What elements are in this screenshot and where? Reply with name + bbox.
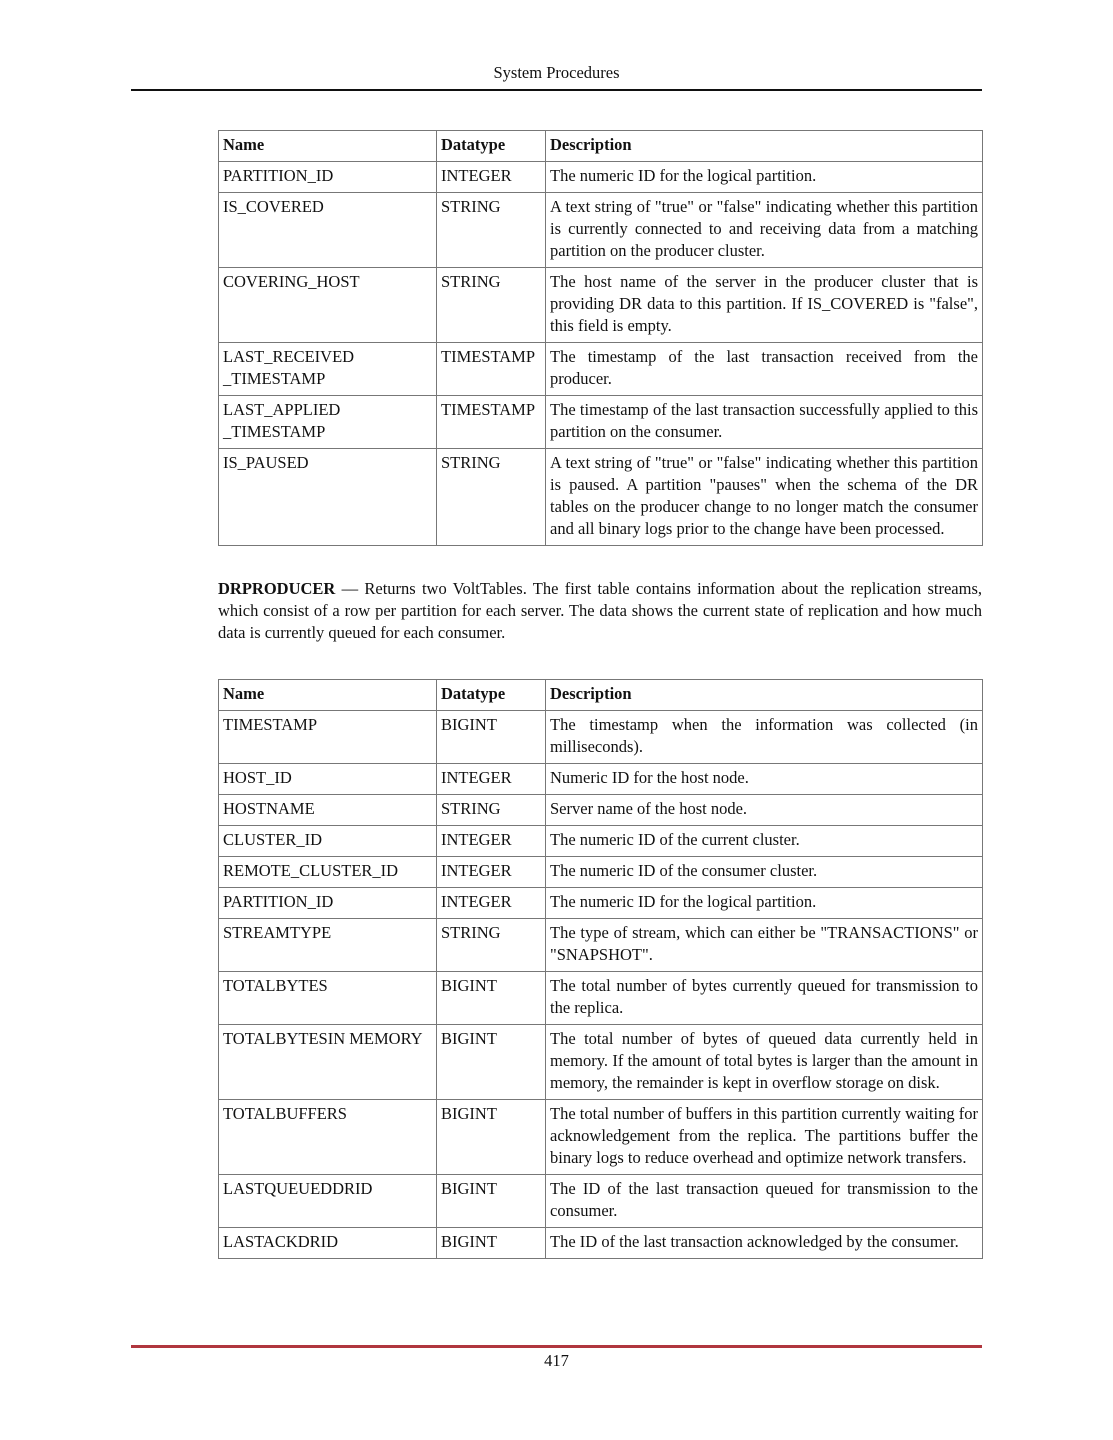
cell-datatype: TIMESTAMP: [437, 343, 546, 396]
cell-name: TOTALBUFFERS: [219, 1100, 437, 1175]
cell-name: IS_PAUSED: [219, 449, 437, 546]
cell-datatype: BIGINT: [437, 1100, 546, 1175]
column-header-description: Description: [546, 131, 983, 162]
cell-description: The numeric ID for the logical partition.: [546, 888, 983, 919]
cell-name: IS_COVERED: [219, 193, 437, 268]
cell-name: HOSTNAME: [219, 795, 437, 826]
cell-description: The host name of the server in the producer cluster that is providing DR data to this partition. If IS_COVERED is "false", this field is empty.: [546, 268, 983, 343]
cell-datatype: INTEGER: [437, 888, 546, 919]
cell-datatype: BIGINT: [437, 972, 546, 1025]
cell-description: The total number of bytes of queued data currently held in memory. If the amount of total bytes is larger than the amount in memory, the remainder is kept in overflow storage on disk.: [546, 1025, 983, 1100]
cell-name: LAST_RECEIVED _TIMESTAMP: [219, 343, 437, 396]
dr-consumer-columns-table: [218, 130, 983, 546]
cell-name: CLUSTER_ID: [219, 826, 437, 857]
cell-name: COVERING_HOST: [219, 268, 437, 343]
table-row: [219, 162, 983, 193]
cell-datatype: STRING: [437, 919, 546, 972]
cell-name: LASTQUEUEDDRID: [219, 1175, 437, 1228]
cell-description: The numeric ID of the consumer cluster.: [546, 857, 983, 888]
table-row: [219, 795, 983, 826]
cell-name: HOST_ID: [219, 764, 437, 795]
cell-description: The ID of the last transaction queued for transmission to the consumer.: [546, 1175, 983, 1228]
column-header-name: Name: [219, 680, 437, 711]
cell-datatype: STRING: [437, 193, 546, 268]
cell-name: LAST_APPLIED _TIMESTAMP: [219, 396, 437, 449]
table-row: [219, 919, 983, 972]
cell-description: The ID of the last transaction acknowledged by the consumer.: [546, 1228, 983, 1259]
footer-rule: [131, 1345, 982, 1348]
cell-description: A text string of "true" or "false" indicating whether this partition is paused. A partition "pauses" when the schema of the DR tables on the producer change to no longer match the consumer and all binary logs prior to the change have been processed.: [546, 449, 983, 546]
cell-datatype: BIGINT: [437, 1175, 546, 1228]
cell-description: The timestamp of the last transaction received from the producer.: [546, 343, 983, 396]
column-header-datatype: Datatype: [437, 131, 546, 162]
table-row: [219, 1100, 983, 1175]
cell-datatype: BIGINT: [437, 711, 546, 764]
cell-description: The numeric ID of the current cluster.: [546, 826, 983, 857]
cell-description: A text string of "true" or "false" indicating whether this partition is currently connected to and receiving data from a matching partition on the producer cluster.: [546, 193, 983, 268]
cell-datatype: INTEGER: [437, 857, 546, 888]
column-header-datatype: Datatype: [437, 680, 546, 711]
cell-datatype: STRING: [437, 268, 546, 343]
column-header-name: Name: [219, 131, 437, 162]
running-header: System Procedures: [493, 63, 620, 82]
cell-description: The timestamp when the information was collected (in milliseconds).: [546, 711, 983, 764]
cell-description: Server name of the host node.: [546, 795, 983, 826]
cell-datatype: BIGINT: [437, 1228, 546, 1259]
table-row: [219, 1228, 983, 1259]
cell-name: TOTALBYTES: [219, 972, 437, 1025]
cell-description: The timestamp of the last transaction successfully applied to this partition on the consumer.: [546, 396, 983, 449]
cell-description: The total number of buffers in this partition currently waiting for acknowledgement from the replica. The partitions buffer the binary logs to reduce overhead and optimize network transfers.: [546, 1100, 983, 1175]
table-row: [219, 193, 983, 268]
page-number: 417: [544, 1351, 569, 1370]
table-header-row: [219, 131, 983, 162]
procedure-text: — Returns two VoltTables. The first table contains information about the replication streams, which consist of a row per partition for each server. The data shows the current state of replication and how much data is currently queued for each consumer.: [218, 579, 982, 642]
drproducer-description: [218, 578, 982, 644]
column-header-description: Description: [546, 680, 983, 711]
cell-datatype: INTEGER: [437, 826, 546, 857]
table-row: [219, 711, 983, 764]
table-row: [219, 972, 983, 1025]
cell-name: PARTITION_ID: [219, 162, 437, 193]
table-row: [219, 1025, 983, 1100]
table-row: [219, 888, 983, 919]
cell-name: STREAMTYPE: [219, 919, 437, 972]
header-rule: [131, 89, 982, 91]
cell-name: TIMESTAMP: [219, 711, 437, 764]
drproducer-columns-table: [218, 679, 983, 1259]
cell-name: LASTACKDRID: [219, 1228, 437, 1259]
cell-datatype: TIMESTAMP: [437, 396, 546, 449]
cell-description: The numeric ID for the logical partition.: [546, 162, 983, 193]
cell-datatype: INTEGER: [437, 162, 546, 193]
table-row: [219, 268, 983, 343]
table-row: [219, 826, 983, 857]
procedure-term: DRPRODUCER: [218, 579, 336, 598]
cell-description: Numeric ID for the host node.: [546, 764, 983, 795]
table-row: [219, 396, 983, 449]
cell-name: PARTITION_ID: [219, 888, 437, 919]
cell-datatype: BIGINT: [437, 1025, 546, 1100]
cell-name: TOTALBYTESIN MEMORY: [219, 1025, 437, 1100]
cell-description: The type of stream, which can either be "TRANSACTIONS" or "SNAPSHOT".: [546, 919, 983, 972]
table-row: [219, 764, 983, 795]
table-header-row: [219, 680, 983, 711]
cell-name: REMOTE_CLUSTER_ID: [219, 857, 437, 888]
cell-datatype: STRING: [437, 795, 546, 826]
cell-datatype: STRING: [437, 449, 546, 546]
table-row: [219, 1175, 983, 1228]
cell-description: The total number of bytes currently queued for transmission to the replica.: [546, 972, 983, 1025]
table-row: [219, 449, 983, 546]
cell-datatype: INTEGER: [437, 764, 546, 795]
table-row: [219, 857, 983, 888]
table-row: [219, 343, 983, 396]
